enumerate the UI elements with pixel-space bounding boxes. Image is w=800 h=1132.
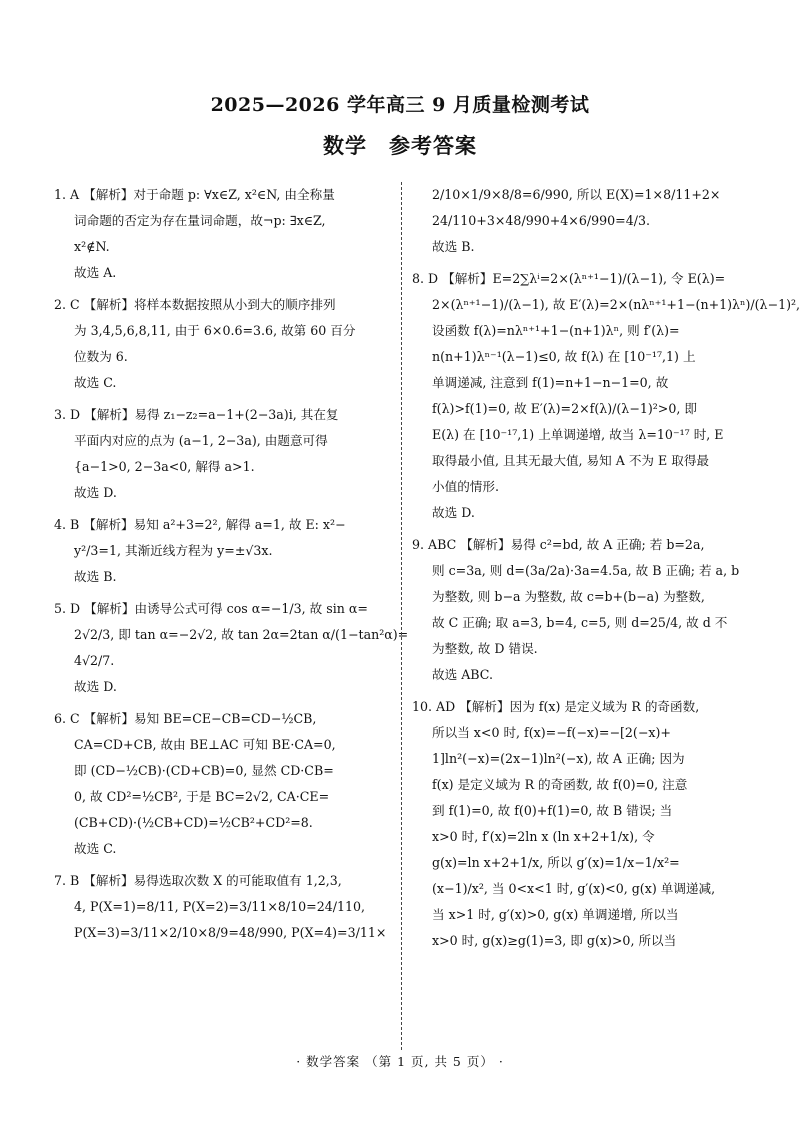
answer-line: 当 x>1 时, g′(x)>0, g(x) 单调递增, 所以当 bbox=[432, 907, 679, 922]
answer-line: 设函数 f(λ)=nλⁿ⁺¹+1−(n+1)λⁿ, 则 f′(λ)= bbox=[432, 323, 680, 338]
answer-line: 3. D 【解析】易得 z₁−z₂=a−1+(2−3a)i, 其在复 bbox=[54, 407, 339, 422]
answer-item bbox=[412, 694, 750, 954]
answer-line: E(λ) 在 [10⁻¹⁷,1) 上单调递增, 故当 λ=10⁻¹⁷ 时, E bbox=[432, 427, 724, 442]
answer-line: 4√2/7. bbox=[74, 653, 115, 668]
answer-line: 2√2/3, 即 tan α=−2√2, 故 tan 2α=2tan α/(1−tan²α)= bbox=[74, 627, 409, 642]
answer-line: 小值的情形. bbox=[432, 479, 499, 494]
answer-line: 2×(λⁿ⁺¹−1)/(λ−1), 故 E′(λ)=2×(nλⁿ⁺¹+1−(n+1)λⁿ)/(λ−1)², bbox=[432, 297, 800, 312]
answer-line: 10. AD 【解析】因为 f(x) 是定义域为 R 的奇函数, bbox=[412, 699, 700, 714]
answer-line: 位数为 6. bbox=[74, 349, 128, 364]
answer-line: 7. B 【解析】易得选取次数 X 的可能取值有 1,2,3, bbox=[54, 873, 342, 888]
answer-line: x²∉N. bbox=[74, 239, 110, 254]
answer-choice: 故选 D. bbox=[432, 505, 475, 520]
answer-line: 故 C 正确; 取 a=3, b=4, c=5, 则 d=25/4, 故 d 不 bbox=[432, 615, 728, 630]
answer-line: {a−1>0, 2−3a<0, 解得 a>1. bbox=[74, 459, 255, 474]
answer-line: P(X=3)=3/11×2/10×8/9=48/990, P(X=4)=3/11× bbox=[74, 925, 387, 940]
answer-line: x>0 时, f′(x)=2ln x (ln x+2+1/x), 令 bbox=[432, 829, 655, 844]
answer-choice: 故选 C. bbox=[74, 841, 117, 856]
answer-line: 1]ln²(−x)=(2x−1)ln²(−x), 故 A 正确; 因为 bbox=[432, 751, 685, 766]
answer-line: 6. C 【解析】易知 BE=CE−CB=CD−½CB, bbox=[54, 711, 317, 726]
answer-key-subtitle: 数学 参考答案 bbox=[323, 133, 477, 158]
column-divider bbox=[401, 182, 402, 1050]
answer-line: CA=CD+CB, 故由 BE⊥AC 可知 BE·CA=0, bbox=[74, 737, 336, 752]
answer-item bbox=[54, 402, 392, 506]
answer-line: 取得最小值, 且其无最大值, 易知 A 不为 E 取得最 bbox=[432, 453, 710, 468]
answer-item bbox=[412, 182, 750, 260]
answer-choice: 故选 D. bbox=[74, 485, 117, 500]
answer-line: f(x) 是定义域为 R 的奇函数, 故 f(0)=0, 注意 bbox=[432, 777, 688, 792]
answer-item bbox=[54, 512, 392, 590]
answer-choice: 故选 B. bbox=[432, 239, 475, 254]
answer-line: 则 c=3a, 则 d=(3a/2a)·3a=4.5a, 故 B 正确; 若 a, b bbox=[432, 563, 740, 578]
answer-line: x>0 时, g(x)≥g(1)=3, 即 g(x)>0, 所以当 bbox=[432, 933, 677, 948]
answer-item bbox=[412, 532, 750, 688]
answer-line: 到 f(1)=0, 故 f(0)+f(1)=0, 故 B 错误; 当 bbox=[432, 803, 673, 818]
answer-choice: 故选 B. bbox=[74, 569, 117, 584]
answer-line: 5. D 【解析】由诱导公式可得 cos α=−1/3, 故 sin α= bbox=[54, 601, 368, 616]
answer-line: 2. C 【解析】将样本数据按照从小到大的顺序排列 bbox=[54, 297, 336, 312]
answer-line: 2/10×1/9×8/8=6/990, 所以 E(X)=1×8/11+2× bbox=[432, 187, 721, 202]
answer-item bbox=[54, 596, 409, 700]
answer-choice: 故选 D. bbox=[74, 679, 117, 694]
answer-line: 4. B 【解析】易知 a²+3=2², 解得 a=1, 故 E: x²− bbox=[54, 517, 346, 532]
answer-line: 单调递减, 注意到 f(1)=n+1−n−1=0, 故 bbox=[432, 375, 669, 390]
answer-item bbox=[54, 706, 392, 862]
right-column bbox=[412, 182, 800, 960]
answer-line: 9. ABC 【解析】易得 c²=bd, 故 A 正确; 若 b=2a, bbox=[412, 537, 705, 552]
answer-line: 为 3,4,5,6,8,11, 由于 6×0.6=3.6, 故第 60 百分 bbox=[74, 323, 356, 338]
answer-choice: 故选 A. bbox=[74, 265, 117, 280]
answer-line: 为整数, 则 b−a 为整数, 故 c=b+(b−a) 为整数, bbox=[432, 589, 705, 604]
answer-item bbox=[54, 182, 392, 286]
answer-line: 平面内对应的点为 (a−1, 2−3a), 由题意可得 bbox=[74, 433, 328, 448]
answer-line: 词命题的否定为存在量词命题，故¬p: ∃x∈Z, bbox=[74, 213, 326, 228]
answer-choice: 故选 ABC. bbox=[432, 667, 493, 682]
answer-line: 24/110+3×48/990+4×6/990=4/3. bbox=[432, 213, 650, 228]
answer-line: 所以当 x<0 时, f(x)=−f(−x)=−[2(−x)+ bbox=[432, 725, 671, 740]
answer-line: 0, 故 CD²=½CB², 于是 BC=2√2, CA·CE= bbox=[74, 789, 330, 804]
exam-title: 2025—2026 学年高三 9 月质量检测考试 bbox=[210, 94, 590, 116]
answer-item bbox=[54, 292, 392, 396]
answer-line: 1. A 【解析】对于命题 p: ∀x∈Z, x²∈N, 由全称量 bbox=[54, 187, 335, 202]
page-footer: · 数学答案 （第 1 页, 共 5 页） · bbox=[296, 1054, 504, 1069]
answer-choice: 故选 C. bbox=[74, 375, 117, 390]
answer-line: n(n+1)λⁿ⁻¹(λ−1)≤0, 故 f(λ) 在 [10⁻¹⁷,1) 上 bbox=[432, 349, 696, 364]
answer-item bbox=[412, 266, 800, 526]
answer-line: (CB+CD)·(½CB+CD)=½CB²+CD²=8. bbox=[74, 815, 313, 830]
answer-line: f(λ)>f(1)=0, 故 E′(λ)=2×f(λ)/(λ−1)²>0, 即 bbox=[432, 401, 697, 416]
answer-line: (x−1)/x², 当 0<x<1 时, g′(x)<0, g(x) 单调递减, bbox=[432, 881, 716, 896]
answer-line: 即 (CD−½CB)·(CD+CB)=0, 显然 CD·CB= bbox=[74, 763, 334, 778]
answer-line: g(x)=ln x+2+1/x, 所以 g′(x)=1/x−1/x²= bbox=[432, 855, 680, 870]
answer-line: y²/3=1, 其渐近线方程为 y=±√3x. bbox=[74, 543, 273, 558]
left-column bbox=[54, 182, 409, 952]
answer-item bbox=[54, 868, 392, 946]
answer-line: 为整数, 故 D 错误. bbox=[432, 641, 538, 656]
answer-line: 4, P(X=1)=8/11, P(X=2)=3/11×8/10=24/110, bbox=[74, 899, 366, 914]
answer-line: 8. D 【解析】E=2∑λⁱ=2×(λⁿ⁺¹−1)/(λ−1), 令 E(λ)= bbox=[412, 271, 726, 286]
